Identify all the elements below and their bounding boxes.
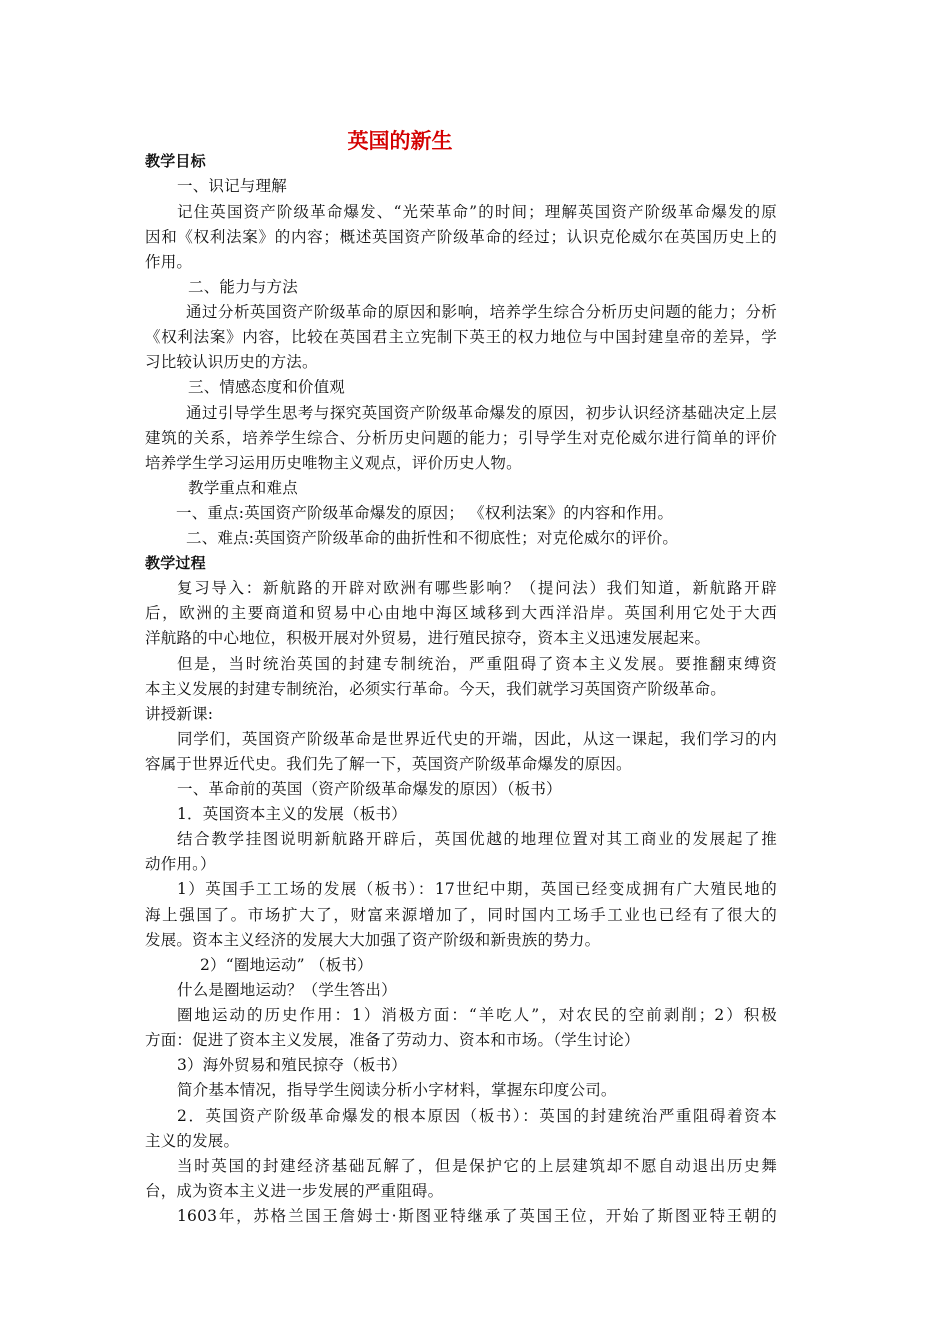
paragraph-line: 一、革命前的英国（资产阶级革命爆发的原因）（板书） (177, 780, 562, 798)
heading-teaching-process: 教学过程 (145, 554, 206, 572)
paragraph-line: 当时英国的封建经济基础瓦解了，但是保护它的上层建筑却不愿自动退出历史舞 (177, 1157, 777, 1175)
paragraph-line: 记住英国资产阶级革命爆发、“光荣革命”的时间；理解英国资产阶级革命爆发的原 (177, 203, 777, 221)
subheading-values: 三、情感态度和价值观 (188, 378, 346, 396)
paragraph-line: 本主义发展的封建专制统治，必须实行革命。今天，我们就学习英国资产阶级革命。 (145, 680, 726, 698)
paragraph-line: 结合教学挂图说明新航路开辟后，英国优越的地理位置对其工商业的发展起了推 (177, 830, 777, 848)
subheading-ability: 二、能力与方法 (188, 278, 298, 296)
paragraph-line: 复习导入：新航路的开辟对欧洲有哪些影响？（提问法）我们知道，新航路开辟 (177, 579, 777, 597)
subheading-key-points: 教学重点和难点 (188, 479, 298, 497)
paragraph-line: 习比较认识历史的方法。 (145, 353, 318, 371)
paragraph-line: 1．英国资本主义的发展（板书） (177, 805, 407, 823)
paragraph-line: 作用。 (145, 253, 193, 271)
paragraph-line: 洋航路的中心地位，积极开展对外贸易，进行殖民掠夺，资本主义迅速发展起来。 (145, 629, 711, 647)
document-title: 英国的新生 (347, 129, 453, 153)
paragraph-line: 但是，当时统治英国的封建专制统治，严重阻碍了资本主义发展。要推翻束缚资 (177, 655, 777, 673)
paragraph-line: 《权利法案》内容，比较在英国君主立宪制下英王的权力地位与中国封建皇帝的差异，学 (145, 328, 777, 346)
paragraph-line: 台，成为资本主义进一步发展的严重阻碍。 (145, 1182, 444, 1200)
paragraph-line: 讲授新课: (145, 705, 214, 723)
paragraph-line: 通过分析英国资产阶级革命的原因和影响，培养学生综合分析历史问题的能力；分析 (186, 303, 777, 321)
heading-teaching-goals: 教学目标 (145, 152, 206, 170)
paragraph-line: 建筑的关系，培养学生综合、分析历史问题的能力；引导学生对克伦威尔进行简单的评价 (145, 429, 777, 447)
paragraph-line: 什么是圈地运动？（学生答出） (177, 981, 397, 999)
paragraph-line: 通过引导学生思考与探究英国资产阶级革命爆发的原因，初步认识经济基础决定上层 (186, 404, 777, 422)
paragraph-line: 简介基本情况，指导学生阅读分析小字材料，掌握东印度公司。 (177, 1081, 617, 1099)
paragraph-line: 动作用。） (145, 855, 216, 873)
paragraph-line: 3）海外贸易和殖民掠夺（板书） (177, 1056, 407, 1074)
paragraph-line: 主义的发展。 (145, 1132, 240, 1150)
paragraph-line: 培养学生学习运用历史唯物主义观点，评价历史人物。 (145, 454, 522, 472)
paragraph-line: 同学们，英国资产阶级革命是世界近代史的开端，因此，从这一课起，我们学习的内 (177, 730, 777, 748)
paragraph-line: 方面：促进了资本主义发展，准备了劳动力、资本和市场。（学生讨论） (145, 1031, 640, 1049)
paragraph-line: 1603年，苏格兰国王詹姆士·斯图亚特继承了英国王位，开始了斯图亚特王朝的 (177, 1207, 777, 1225)
subheading-memorize: 一、识记与理解 (177, 177, 287, 195)
paragraph-line: 圈地运动的历史作用：1）消极方面：“羊吃人”，对农民的空前剥削；2）积极 (177, 1006, 777, 1024)
paragraph-line: 二、难点:英国资产阶级革命的曲折性和不彻底性；对克伦威尔的评价。 (186, 529, 679, 547)
paragraph-line: 后，欧洲的主要商道和贸易中心由地中海区域移到大西洋沿岸。英国利用它处于大西 (145, 604, 777, 622)
paragraph-line: 一、重点:英国资产阶级革命爆发的原因； 《权利法案》的内容和作用。 (176, 504, 674, 522)
paragraph-line: 2）“圈地运动” （板书） (200, 956, 373, 974)
paragraph-line: 海上强国了。市场扩大了，财富来源增加了，同时国内工场手工业也已经有了很大的 (145, 906, 777, 924)
paragraph-line: 2．英国资产阶级革命爆发的根本原因（板书）：英国的封建统治严重阻碍着资本 (177, 1107, 777, 1125)
paragraph-line: 1）英国手工工场的发展（板书）：17世纪中期，英国已经变成拥有广大殖民地的 (177, 880, 777, 898)
paragraph-line: 发展。资本主义经济的发展大大加强了资产阶级和新贵族的势力。 (145, 931, 601, 949)
paragraph-line: 因和《权利法案》的内容；概述英国资产阶级革命的经过；认识克伦威尔在英国历史上的 (145, 228, 777, 246)
paragraph-line: 容属于世界近代史。我们先了解一下，英国资产阶级革命爆发的原因。 (145, 755, 632, 773)
